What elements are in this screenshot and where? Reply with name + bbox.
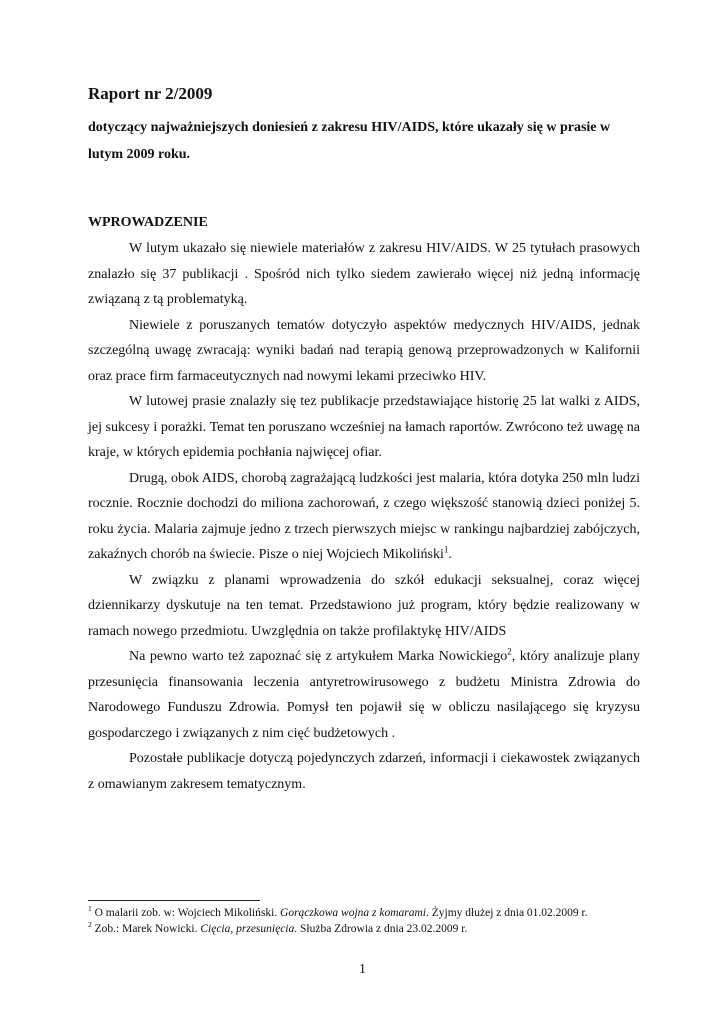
- paragraph-2: Niewiele z poruszanych tematów dotyczyło aspektów medycznych HIV/AIDS, jednak szczególną uwagę zwracają: wyniki badań nad terapią genową przeprowadzonych w Kalifornii oraz prace firm farmaceutycznych nad nowymi lekami przeciwko HIV.: [88, 317, 640, 384]
- section-heading-introduction: WPROWADZENIE: [88, 215, 208, 230]
- paragraph-7: Pozostałe publikacje dotyczą pojedynczych zdarzeń, informacji i ciekawostek związanych z omawianym zakresem tematycznym.: [88, 751, 640, 792]
- footnote-2: [88, 921, 648, 937]
- footnote-2-number: 2: [88, 920, 92, 930]
- footnote-1-text: O malarii zob. w: Wojciech Mikoliński.: [91, 907, 281, 919]
- report-subtitle: dotyczący najważniejszych doniesień z zakresu HIV/AIDS, które ukazały się w prasie w lutym 2009 roku.: [88, 120, 611, 162]
- footnote-ref-1[interactable]: 1: [443, 544, 449, 555]
- footnote-1-number: 1: [88, 904, 92, 914]
- footnote-2-source: . Służba Zdrowia z dnia 23.02.2009 r.: [294, 923, 468, 935]
- footnote-ref-2[interactable]: 2: [507, 646, 512, 657]
- paragraph-6-rest: , który analizuje plany przesunięcia finansowania leczenia antyretrowirusowego z budżetu Ministra Zdrowia do Narodowego Funduszu Zdrowia. Pomysł ten pojawił się w obliczu nasilającego się kryzysu gospodarczego i związanych z nim cięć budżetowych .: [88, 649, 641, 741]
- paragraph-5: W związku z planami wprowadzenia do szkół edukacji seksualnej, coraz więcej dziennikarzy dyskutuje na ten temat. Przedstawiono już program, który będzie realizowany w ramach nowego przedmiotu. Uwzględnia on także profilaktykę HIV/AIDS: [88, 572, 640, 639]
- paragraph-1: W lutym ukazało się niewiele materiałów z zakresu HIV/AIDS. W 25 tytułach prasowych znalazło się 37 publikacji . Spośród nich tylko siedem zawierało więcej niż jedną informację związaną z tą problematyką.: [88, 241, 640, 307]
- footnote-1-article-title: Gorączkowa wojna z komarami: [280, 907, 427, 919]
- paragraph-4-text: Drugą, obok AIDS, chorobą zagrażającą ludzkości jest malaria, która dotyka 250 mln ludzi rocznie. Rocznie dochodzi do miliona zachorowań, z czego większość stanowią dzieci poniżej 5. roku życia. Malaria zajmuje jedno z trzech pierwszych miejsc w rankingu najbardziej zabójczych, zakaźnych chorób na świecie. Pisze o niej Wojciech Mikoliński: [88, 470, 640, 562]
- introduction-body: [88, 236, 640, 797]
- footnote-1-source: . Żyjmy dłużej z dnia 01.02.2009 r.: [426, 907, 588, 919]
- footnotes: [88, 905, 648, 937]
- paragraph-6-start: Na pewno warto też zapoznać się z artykułem Marka Nowickiego: [129, 649, 508, 664]
- paragraph-4-end: .: [448, 547, 452, 562]
- paragraph-3: W lutowej prasie znalazły się tez publikacje przedstawiające historię 25 lat walki z AIDS, jej sukcesy i porażki. Temat ten poruszano wcześniej na łamach raportów. Zwrócono też uwagę na kraje, w których epidemia pochłania najwięcej ofiar.: [88, 394, 640, 460]
- paragraph-4: [88, 466, 640, 568]
- page-number: 1: [359, 962, 366, 977]
- footnote-separator: [88, 900, 260, 901]
- footnote-1: [88, 905, 648, 921]
- footnote-2-article-title: Cięcia, przesunięcia: [200, 923, 295, 935]
- footnote-2-text: Zob.: Marek Nowicki.: [91, 923, 201, 935]
- report-title: Raport nr 2/2009: [88, 84, 213, 103]
- paragraph-6: [88, 644, 640, 746]
